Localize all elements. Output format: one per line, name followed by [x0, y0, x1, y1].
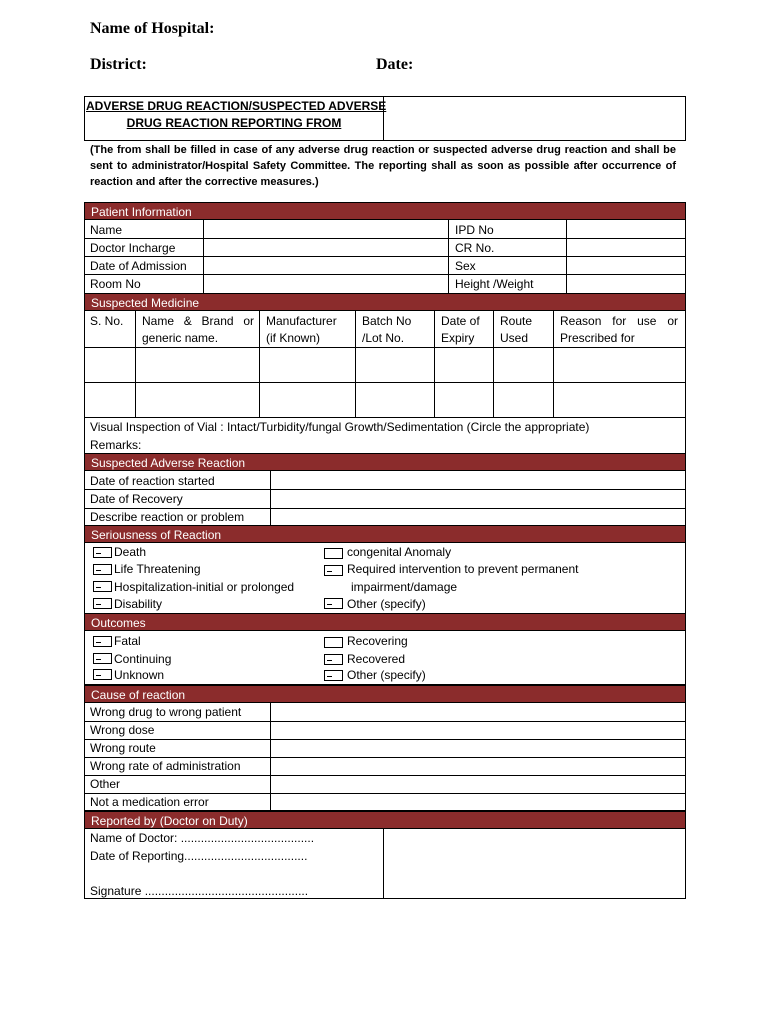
col-expiry	[441, 314, 480, 345]
fatal-checkbox[interactable]	[93, 636, 112, 647]
suspected-medicine-header	[84, 293, 686, 311]
recovered-checkbox[interactable]	[324, 654, 343, 665]
doctor-name-field: Name of Doctor: ........................................	[90, 831, 315, 845]
seriousness-header	[84, 525, 686, 543]
cause-title: Cause of reaction	[91, 688, 186, 702]
congenital-anomaly-checkbox[interactable]	[324, 548, 343, 559]
row-line	[84, 775, 686, 776]
fatal-label: Fatal	[114, 634, 141, 648]
instruction-note: (The from shall be filled in case of any adverse drug reaction or suspected adverse drug reaction and shall be sent to administrator/Hospital Safety Committee. The reporting shall as soon as possible after occurrence of reaction and after the corrective measures.)	[90, 144, 676, 188]
col-route-line2: Used	[500, 331, 529, 345]
col-reason-line2: Prescribed for	[560, 331, 635, 345]
death-checkbox[interactable]	[93, 547, 112, 558]
col-line	[270, 703, 271, 811]
continuing-checkbox[interactable]	[93, 653, 112, 664]
row-line	[84, 489, 686, 490]
sex-label: Sex	[455, 259, 476, 273]
disability-label: Disability	[114, 597, 163, 611]
seriousness-other-label: Other (specify)	[347, 597, 426, 611]
not-medication-error-label: Not a medication error	[90, 795, 209, 809]
col-sno: S. No.	[90, 314, 124, 328]
col-route-line1: Route	[500, 314, 533, 328]
row-line	[84, 721, 686, 722]
date-label: Date:	[376, 56, 414, 73]
col-batch-line2: /Lot No.	[362, 331, 405, 345]
col-line	[259, 311, 260, 417]
date-recovery-label: Date of Recovery	[90, 492, 183, 506]
col-line	[383, 829, 384, 899]
adverse-reaction-header	[84, 453, 686, 471]
col-line	[553, 311, 554, 417]
col-expiry-line1: Date of	[441, 314, 480, 328]
row-line	[84, 739, 686, 740]
wrong-drug-label: Wrong drug to wrong patient	[90, 705, 242, 719]
hospitalization-checkbox[interactable]	[93, 581, 112, 592]
form-title	[86, 98, 387, 132]
col-manufacturer-line1: Manufacturer	[266, 314, 337, 328]
col-line	[203, 220, 204, 294]
ipd-no-label: IPD No	[455, 223, 494, 237]
col-line	[270, 471, 271, 526]
required-intervention-label: Required intervention to prevent permanent	[347, 562, 579, 576]
col-line	[493, 311, 494, 417]
describe-reaction-label: Describe reaction or problem	[90, 510, 245, 524]
date-reaction-started-label: Date of reaction started	[90, 474, 215, 488]
row-line	[84, 238, 686, 239]
unknown-checkbox[interactable]	[93, 669, 112, 680]
signature-field: Signature .................................................	[90, 884, 309, 898]
col-line	[434, 311, 435, 417]
row-line	[84, 508, 686, 509]
outcomes-other-label: Other (specify)	[347, 668, 426, 682]
remarks-label: Remarks:	[90, 438, 142, 452]
seriousness-title: Seriousness of Reaction	[91, 528, 222, 542]
wrong-route-label: Wrong route	[90, 741, 156, 755]
patient-info-title: Patient Information	[91, 205, 192, 219]
suspected-medicine-title: Suspected Medicine	[91, 296, 200, 310]
row-line	[84, 382, 686, 383]
congenital-anomaly-label: congenital Anomaly	[347, 545, 452, 559]
row-line	[84, 757, 686, 758]
required-intervention-checkbox[interactable]	[324, 565, 343, 576]
col-manufacturer	[266, 314, 337, 345]
col-manufacturer-line2: (if Known)	[266, 331, 321, 345]
col-name-brand	[142, 314, 254, 345]
room-no-label: Room No	[90, 277, 141, 291]
form-title-line1: ADVERSE DRUG REACTION/SUSPECTED ADVERSE	[86, 99, 387, 113]
height-weight-label: Height /Weight	[455, 277, 534, 291]
life-threatening-label: Life Threatening	[114, 562, 201, 576]
col-line	[135, 311, 136, 417]
disability-checkbox[interactable]	[93, 598, 112, 609]
doctor-incharge-label: Doctor Incharge	[90, 241, 176, 255]
cr-no-label: CR No.	[455, 241, 495, 255]
col-line	[566, 220, 567, 294]
hospitalization-label: Hospitalization-initial or prolonged	[114, 580, 295, 594]
col-batch	[362, 314, 411, 345]
life-threatening-checkbox[interactable]	[93, 564, 112, 575]
col-line	[355, 311, 356, 417]
col-reason-line1: Reason for use or	[560, 314, 678, 328]
other-cause-label: Other	[90, 777, 121, 791]
col-name-brand-line2: generic name.	[142, 331, 219, 345]
row-line	[84, 256, 686, 257]
adverse-reaction-title: Suspected Adverse Reaction	[91, 456, 246, 470]
recovering-checkbox[interactable]	[324, 637, 343, 648]
reported-by-header	[84, 811, 686, 829]
row-line	[84, 417, 686, 418]
wrong-dose-label: Wrong dose	[90, 723, 155, 737]
col-name-brand-line1: Name & Brand or	[142, 314, 254, 328]
wrong-rate-label: Wrong rate of administration	[90, 759, 241, 773]
col-expiry-line2: Expiry	[441, 331, 475, 345]
district-label: District:	[90, 56, 147, 73]
outcomes-title: Outcomes	[91, 616, 146, 630]
continuing-label: Continuing	[114, 652, 172, 666]
hospital-name-label: Name of Hospital:	[90, 20, 215, 37]
col-route	[500, 314, 532, 345]
col-line	[448, 220, 449, 294]
death-label: Death	[114, 545, 147, 559]
seriousness-other-checkbox[interactable]	[324, 598, 343, 609]
outcomes-header	[84, 613, 686, 631]
impairment-damage-label: impairment/damage	[351, 580, 458, 594]
reported-by-title: Reported by (Doctor on Duty)	[91, 814, 248, 828]
visual-inspection-text: Visual Inspection of Vial : Intact/Turbidity/fungal Growth/Sedimentation (Circle the appropriate)	[90, 420, 590, 434]
recovering-label: Recovering	[347, 634, 408, 648]
outcomes-other-checkbox[interactable]	[324, 670, 343, 681]
unknown-label: Unknown	[114, 668, 165, 682]
cause-header	[84, 685, 686, 703]
col-batch-line1: Batch No	[362, 314, 412, 328]
patient-info-header	[84, 202, 686, 220]
row-line	[84, 793, 686, 794]
row-line	[84, 274, 686, 275]
date-admission-label: Date of Admission	[90, 259, 187, 273]
name-label: Name	[90, 223, 123, 237]
col-reason	[560, 314, 678, 345]
row-line	[84, 347, 686, 348]
reporting-date-field: Date of Reporting.....................................	[90, 849, 308, 863]
recovered-label: Recovered	[347, 652, 406, 666]
form-title-line2: DRUG REACTION REPORTING FROM	[126, 116, 342, 130]
